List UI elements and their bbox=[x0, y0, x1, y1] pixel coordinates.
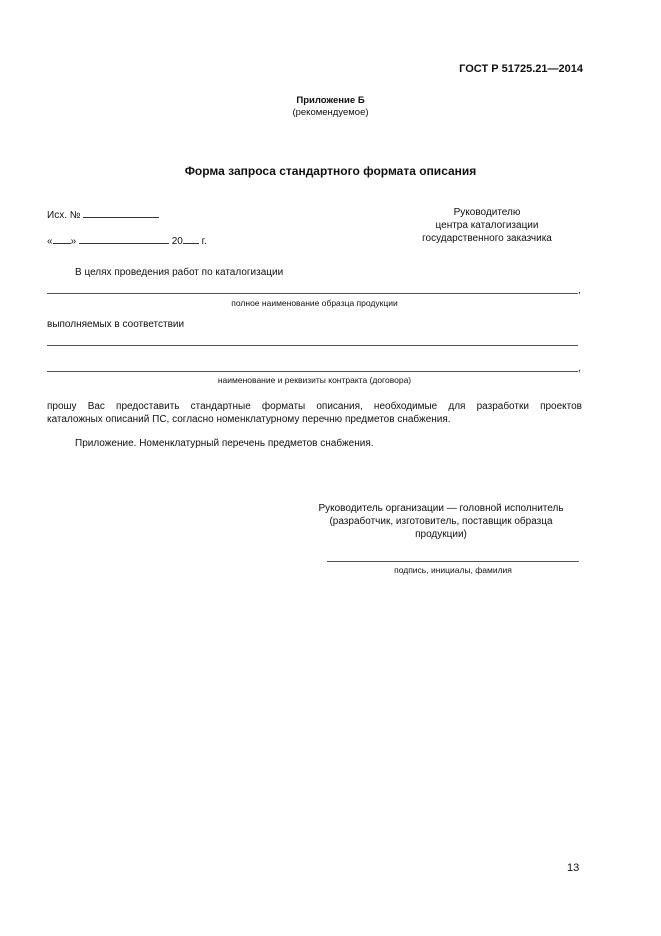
contract-field-line-1[interactable] bbox=[47, 345, 578, 346]
addressee-block bbox=[407, 206, 567, 245]
request-line: каталожных описаний ПС, согласно номенклатурному перечню предметов снабжения. bbox=[47, 414, 451, 425]
attachment-text: Приложение. Номенклатурный перечень предметов снабжения. bbox=[75, 438, 374, 449]
signature-field[interactable] bbox=[327, 561, 579, 562]
outgoing-date bbox=[47, 233, 207, 248]
outgoing-number-field[interactable] bbox=[83, 207, 159, 218]
intro-text: В целях проведения работ по каталогизации bbox=[75, 267, 284, 278]
contract-field-line-2[interactable] bbox=[47, 371, 578, 372]
caption-product: полное наименование образца продукции bbox=[231, 298, 398, 308]
document-header: ГОСТ Р 51725.21—2014 bbox=[459, 63, 583, 75]
outgoing-number-label: Исх. № bbox=[47, 210, 81, 221]
date-open-quote: « bbox=[47, 236, 53, 247]
outgoing-number bbox=[47, 207, 159, 222]
date-month-field[interactable] bbox=[79, 233, 169, 244]
addressee-line: центра каталогизации bbox=[435, 220, 539, 231]
date-year-label: 20 bbox=[171, 236, 183, 247]
signature-title: продукции) bbox=[415, 529, 467, 540]
addressee-line: государственного заказчика bbox=[422, 233, 552, 244]
appendix-subtitle: (рекомендуемое) bbox=[292, 107, 369, 118]
addressee-line: Руководителю bbox=[453, 207, 521, 218]
product-name-field[interactable] bbox=[47, 293, 578, 294]
signature-block bbox=[300, 502, 582, 541]
signature-caption: подпись, инициалы, фамилия bbox=[394, 565, 512, 575]
comma: , bbox=[578, 363, 581, 374]
page-number: 13 bbox=[567, 862, 580, 874]
request-paragraph bbox=[47, 400, 582, 426]
appendix-title: Приложение Б bbox=[296, 95, 365, 106]
date-close-quote: » bbox=[70, 236, 77, 247]
date-year-suffix: г. bbox=[201, 236, 207, 247]
comma: , bbox=[578, 285, 581, 296]
form-title: Форма запроса стандартного формата описания bbox=[184, 164, 477, 178]
signature-title: (разработчик, изготовитель, поставщик образца bbox=[329, 516, 553, 527]
signature-title: Руководитель организации — головной исполнитель bbox=[318, 503, 564, 514]
caption-contract: наименование и реквизиты контракта (договора) bbox=[217, 375, 412, 385]
date-year-field[interactable] bbox=[183, 233, 199, 244]
performed-text: выполняемых в соответствии bbox=[47, 319, 185, 330]
date-day-field[interactable] bbox=[53, 233, 71, 244]
request-line: прошу Вас предоставить стандартные форматы описания, необходимые для разработки проектов bbox=[47, 401, 582, 412]
